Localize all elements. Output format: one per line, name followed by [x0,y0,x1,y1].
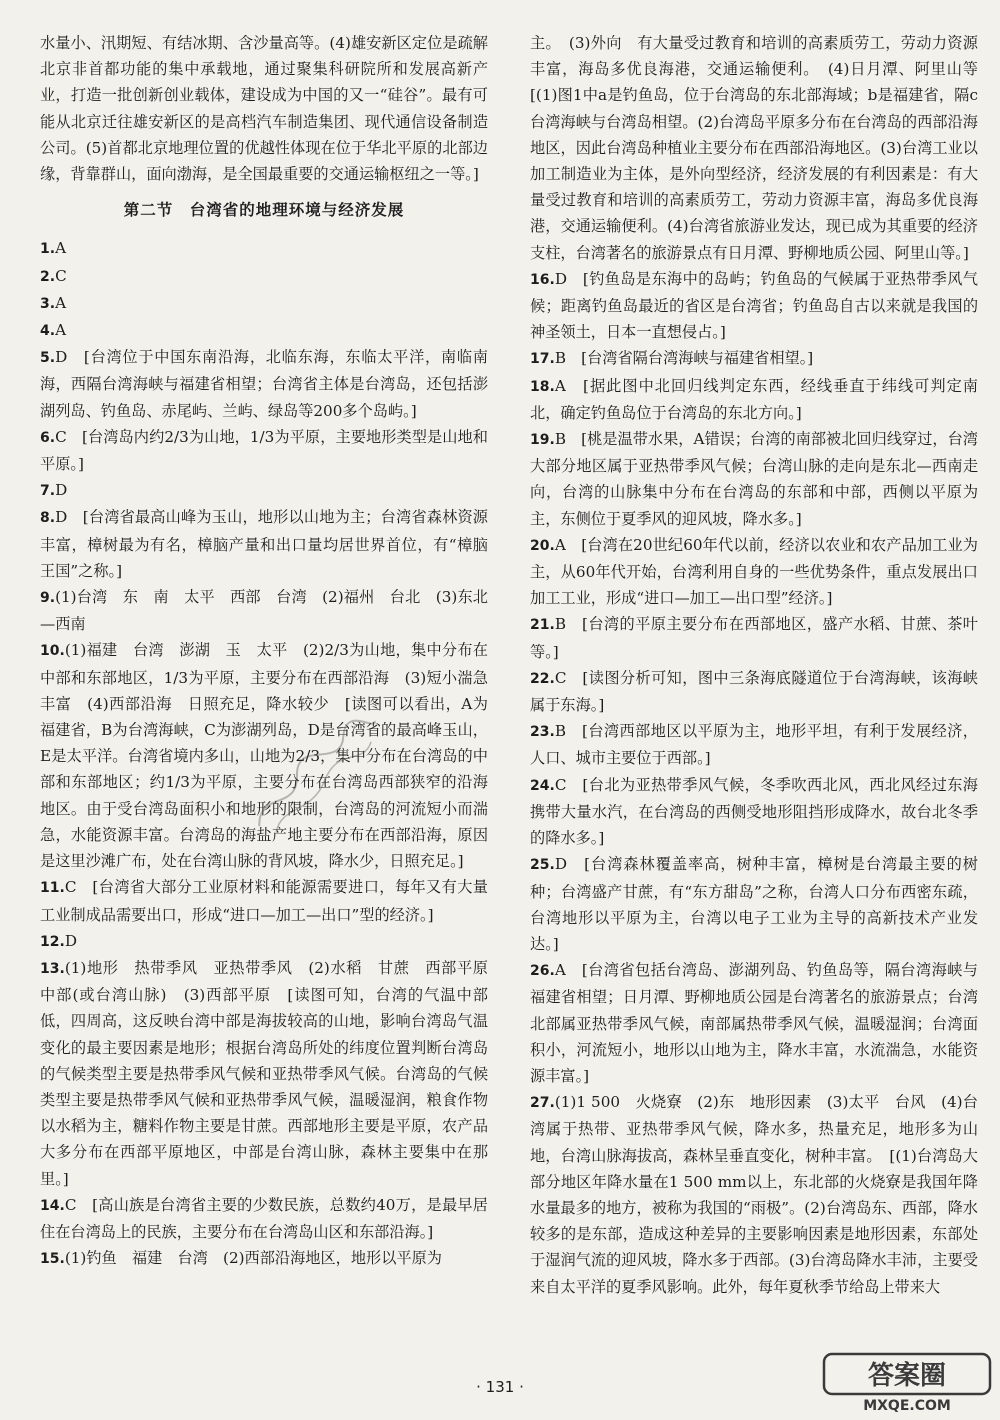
answer-item [530,532,978,612]
answer-item [40,928,488,955]
item-text: (1)台湾 东 南 太平 西部 台湾 (2)福州 台北 (3)东北—西南 [40,588,488,634]
item-text: B [台湾的平原主要分布在西部地区，盛产水稻、甘蔗、茶叶等。] [530,615,978,661]
answer-item [40,504,488,584]
item-text: C [台湾岛内约2/3为山地，1/3为平原，主要地形类型是山地和平原。] [40,427,488,474]
item-text: D [台湾森林覆盖率高，树种丰富，樟树是台湾最主要的树种；台湾盛产甘蔗，有“东方甜岛”之称，台湾人口分布西密东疏，台湾地形以平原为主，台湾以电子工业为主导的高新技术产业发达。] [530,855,978,953]
answer-item [530,1089,978,1300]
item-text: D [台湾省最高山峰为玉山，地形以山地为主；台湾省森林资源丰富，樟树最为有名，樟脑产量和出口量均居世界首位，有“樟脑王国”之称。] [40,508,488,580]
item-text: A [台湾在20世纪60年代以前，经济以农业和农产品加工业为主，从60年代开始，台湾利用自身的一些优势条件，重点发展出口加工工业，形成“进口—加工—出口型”经济。] [530,535,978,608]
answer-item [530,851,978,957]
item-number: 4. [40,323,56,340]
answer-item [530,611,978,664]
item-text: D [钓鱼岛是东海中的岛屿；钓鱼岛的气候属于亚热带季风气候；距离钓鱼岛最近的省区是台湾省；钓鱼岛自古以来就是我国的神圣领土，日本一直想侵占。] [530,269,978,342]
svg-text:MXQE.COM: MXQE.COM [863,1398,951,1414]
answer-item [530,665,978,718]
answer-item [40,1192,488,1245]
item-text: (1)地形 热带季风 亚热带季风 (2)水稻 甘蔗 西部平原 中部(或台湾山脉) (3)西部平原 [读图可知，台湾的气温中部低，四周高，这反映台湾中部是海拔较高的山地，影响台湾岛气温变化的最主要因素是地形；根据台湾岛所处的纬度位置判断台湾岛的气候类型主要是热带季风气候和亚热带季风气候。台湾岛的气候类型主要是热带季风气候和亚热带季风气候，温暖湿润，粮食作物以水稻为主，糖料作物主要是甘蔗。西部地形主要是平原，农产品大多分布在西部平原地区，中部是台湾山脉，森林主要集中在那里。] [40,958,504,1188]
answer-list-right [530,30,994,1300]
page-number: · 131 · [476,1378,524,1396]
item-number: 23. [530,724,555,741]
item-number: 26. [530,963,555,980]
answer-list-left [40,235,504,1272]
item-number: 12. [40,933,65,950]
item-text: B [台湾西部地区以平原为主，地形平坦，有利于发展经济，人口、城市主要位于西部。] [530,722,978,768]
item-text: A [55,293,67,312]
answer-item [530,772,978,852]
item-text: D [55,481,68,500]
item-number: 21. [530,617,555,634]
item-number: 10. [40,643,65,660]
item-number: 13. [40,960,65,977]
answer-item [530,266,978,346]
item-number: 7. [40,483,56,500]
item-number: 2. [40,268,56,285]
answer-item [40,1245,488,1272]
answer-item [40,874,488,927]
item-text: 主。 (3)外向 有大量受过教育和培训的高素质劳工，劳动力资源丰富，海岛多优良海港，交通运输便利。 (4)日月潭、阿里山等 [(1)图1中a是钓鱼岛，位于台湾岛的东北部海域；b是福建省，隔c台湾海峡与台湾岛相望。(2)台湾岛平原多分布在台湾岛的西部沿海地区，因此台湾岛种植业主要分布在西部沿海地区。(3)台湾工业以加工制造业为主体，是外向型经济，经济发展的有利因素是：有大量受过教育和培训的高素质劳工，劳动力资源丰富，海岛多优良海港，交通运输便利。(4)台湾省旅游业发达，现已成为其重要的经济支柱，台湾著名的旅游景点有日月潭、野柳地质公园、阿里山等。] [530,34,994,262]
item-number: 14. [40,1197,65,1214]
answer-item [40,235,488,262]
answer-item [530,957,978,1089]
item-text: (1)1 500 火烧寮 (2)东 地形因素 (3)太平 台风 (4)台湾属于热带、亚热带季风气候，降水多，热量充足，地形多为山地，台湾山脉海拔高，森林呈垂直变化，树种丰富。 [(1)台湾岛大部分地区年降水量在1 500 mm以上，东北部的火烧寮是我国年降水量最多的地方，被称为我国的“雨极”。(2)台湾岛东、西部，降水较多的是东部，造成这种差异的主要影响因素是地形因素，东部处于湿润气流的迎风坡，降水多于西部。(3)台湾岛降水丰沛，主要受来自太平洋的夏季风影响。此外，每年夏秋季节给岛上带来大 [530,1093,978,1296]
item-number: 5. [40,350,56,367]
item-text: D [64,931,77,950]
item-number: 11. [40,880,65,897]
item-text: C [台湾省大部分工业原材料和能源需要进口，每年又有大量工业制成品需要出口，形成“进口—加工—出口”型的经济。] [40,878,488,924]
answer-item [530,345,978,372]
item-text: (1)钓鱼 福建 台湾 (2)西部沿海地区，地形以平原为 [64,1249,442,1268]
item-number: 8. [40,510,56,527]
item-number: 6. [40,429,56,446]
right-column [530,30,994,1300]
answer-item [40,584,488,637]
answer-item [40,955,504,1192]
item-number: 25. [530,857,555,874]
item-number: 3. [40,295,56,312]
answer-item [40,637,504,874]
item-text: D [台湾位于中国东南沿海，北临东海，东临太平洋，南临南海，西隔台湾海峡与福建省相望；台湾省主体是台湾岛，还包括澎湖列岛、钓鱼岛、赤尾屿、兰屿、绿岛等200多个岛屿。] [40,348,488,420]
item-text: C [55,266,67,285]
item-text: B [台湾省隔台湾海峡与福建省相望。] [554,349,814,368]
answer-item [40,263,488,290]
item-number: 27. [530,1095,555,1112]
item-text: C [读图分析可知，图中三条海底隧道位于台湾海峡，该海峡属于东海。] [530,668,978,715]
item-text: A [55,239,67,258]
item-text: A [55,321,67,340]
item-text: A [据此图中北回归线判定东西，经线垂直于纬线可判定南北，确定钓鱼岛位于台湾岛的东北方向。] [530,376,978,422]
item-number: 1. [40,241,56,258]
answer-item [40,344,488,424]
answer-item [40,317,488,344]
intro-paragraph: 水量小、汛期短、有结冰期、含沙量高等。(4)雄安新区定位是疏解北京非首都功能的集中承载地，通过聚集科研院所和发展高新产业，打造一批创新创业载体，建设成为中国的又一“硅谷”。最有可能从北京迁往雄安新区的是高档汽车制造集团、现代通信设备制造公司。(5)首都北京地理位置的优越性体现在位于华北平原的北部边缘，背靠群山，面向渤海，是全国最重要的交通运输枢纽之一等。] [40,34,488,184]
item-number: 18. [530,378,555,395]
item-number: 16. [530,271,555,288]
answer-item [530,30,994,266]
item-number: 9. [40,590,56,607]
answer-item [40,477,488,504]
answer-item [530,373,978,426]
answer-item [40,290,488,317]
item-number: 24. [530,777,555,794]
item-text: A [台湾省包括台湾岛、澎湖列岛、钓鱼岛等，隔台湾海峡与福建省相望；日月潭、野柳地质公园是台湾著名的旅游景点；台湾北部属亚热带季风气候，南部属热带季风气候，温暖湿润；台湾面积小，河流短小，地形以山地为主，降水丰富，水流湍急，水能资源丰富。] [530,961,978,1085]
item-number: 22. [530,670,555,687]
item-number: 19. [530,432,555,449]
svg-text:答案圈: 答案圈 [867,1361,947,1391]
left-column [40,30,504,1272]
item-text: C [高山族是台湾省主要的少数民族，总数约40万，是最早居住在台湾岛上的民族，主要分布在台湾岛山区和东部沿海。] [40,1195,488,1241]
site-watermark-logo [822,1352,992,1414]
item-number: 15. [40,1251,65,1268]
answer-item [40,424,488,477]
item-text: B [桃是温带水果，A错误；台湾的南部被北回归线穿过，台湾大部分地区属于亚热带季风气候；台湾山脉的走向是东北—西南走向，台湾的山脉集中分布在台湾岛的东部和中部，西侧以平原为主，东侧位于夏季风的迎风坡，降水多。] [530,430,978,528]
answer-item [530,718,978,771]
item-text: (1)福建 台湾 澎湖 玉 太平 (2)2/3为山地，集中分布在中部和东部地区，1/3为平原，主要分布在西部沿海 (3)短小湍急 丰富 (4)西部沿海 日照充足，降水较少 [读图可以看出，A为福建省，B为台湾海峡，C为澎湖列岛，D是台湾省的最高峰玉山，E是太平洋。台湾省境内多山，山地为2/3，集中分布在台湾岛的中部和东部地区；约1/3为平原，主要分布在台湾岛西部狭窄的沿海地区。由于受台湾岛面积小和地形的限制，台湾岛的河流短小而湍急，水能资源丰富。台湾岛的海盐产地主要分布在西部沿海，原因是这里沙滩广布，处在台湾山脉的背风坡，降水少，日照充足。] [40,641,504,871]
section-title: 第二节 台湾省的地理环境与经济发展 [123,201,405,220]
item-number: 17. [530,351,555,368]
item-text: C [台北为亚热带季风气候，冬季吹西北风，西北风经过东海携带大量水汽，在台湾岛的西侧受地形阻挡形成降水，故台北冬季的降水多。] [530,775,978,848]
item-number: 20. [530,537,555,554]
answer-item [530,426,978,532]
